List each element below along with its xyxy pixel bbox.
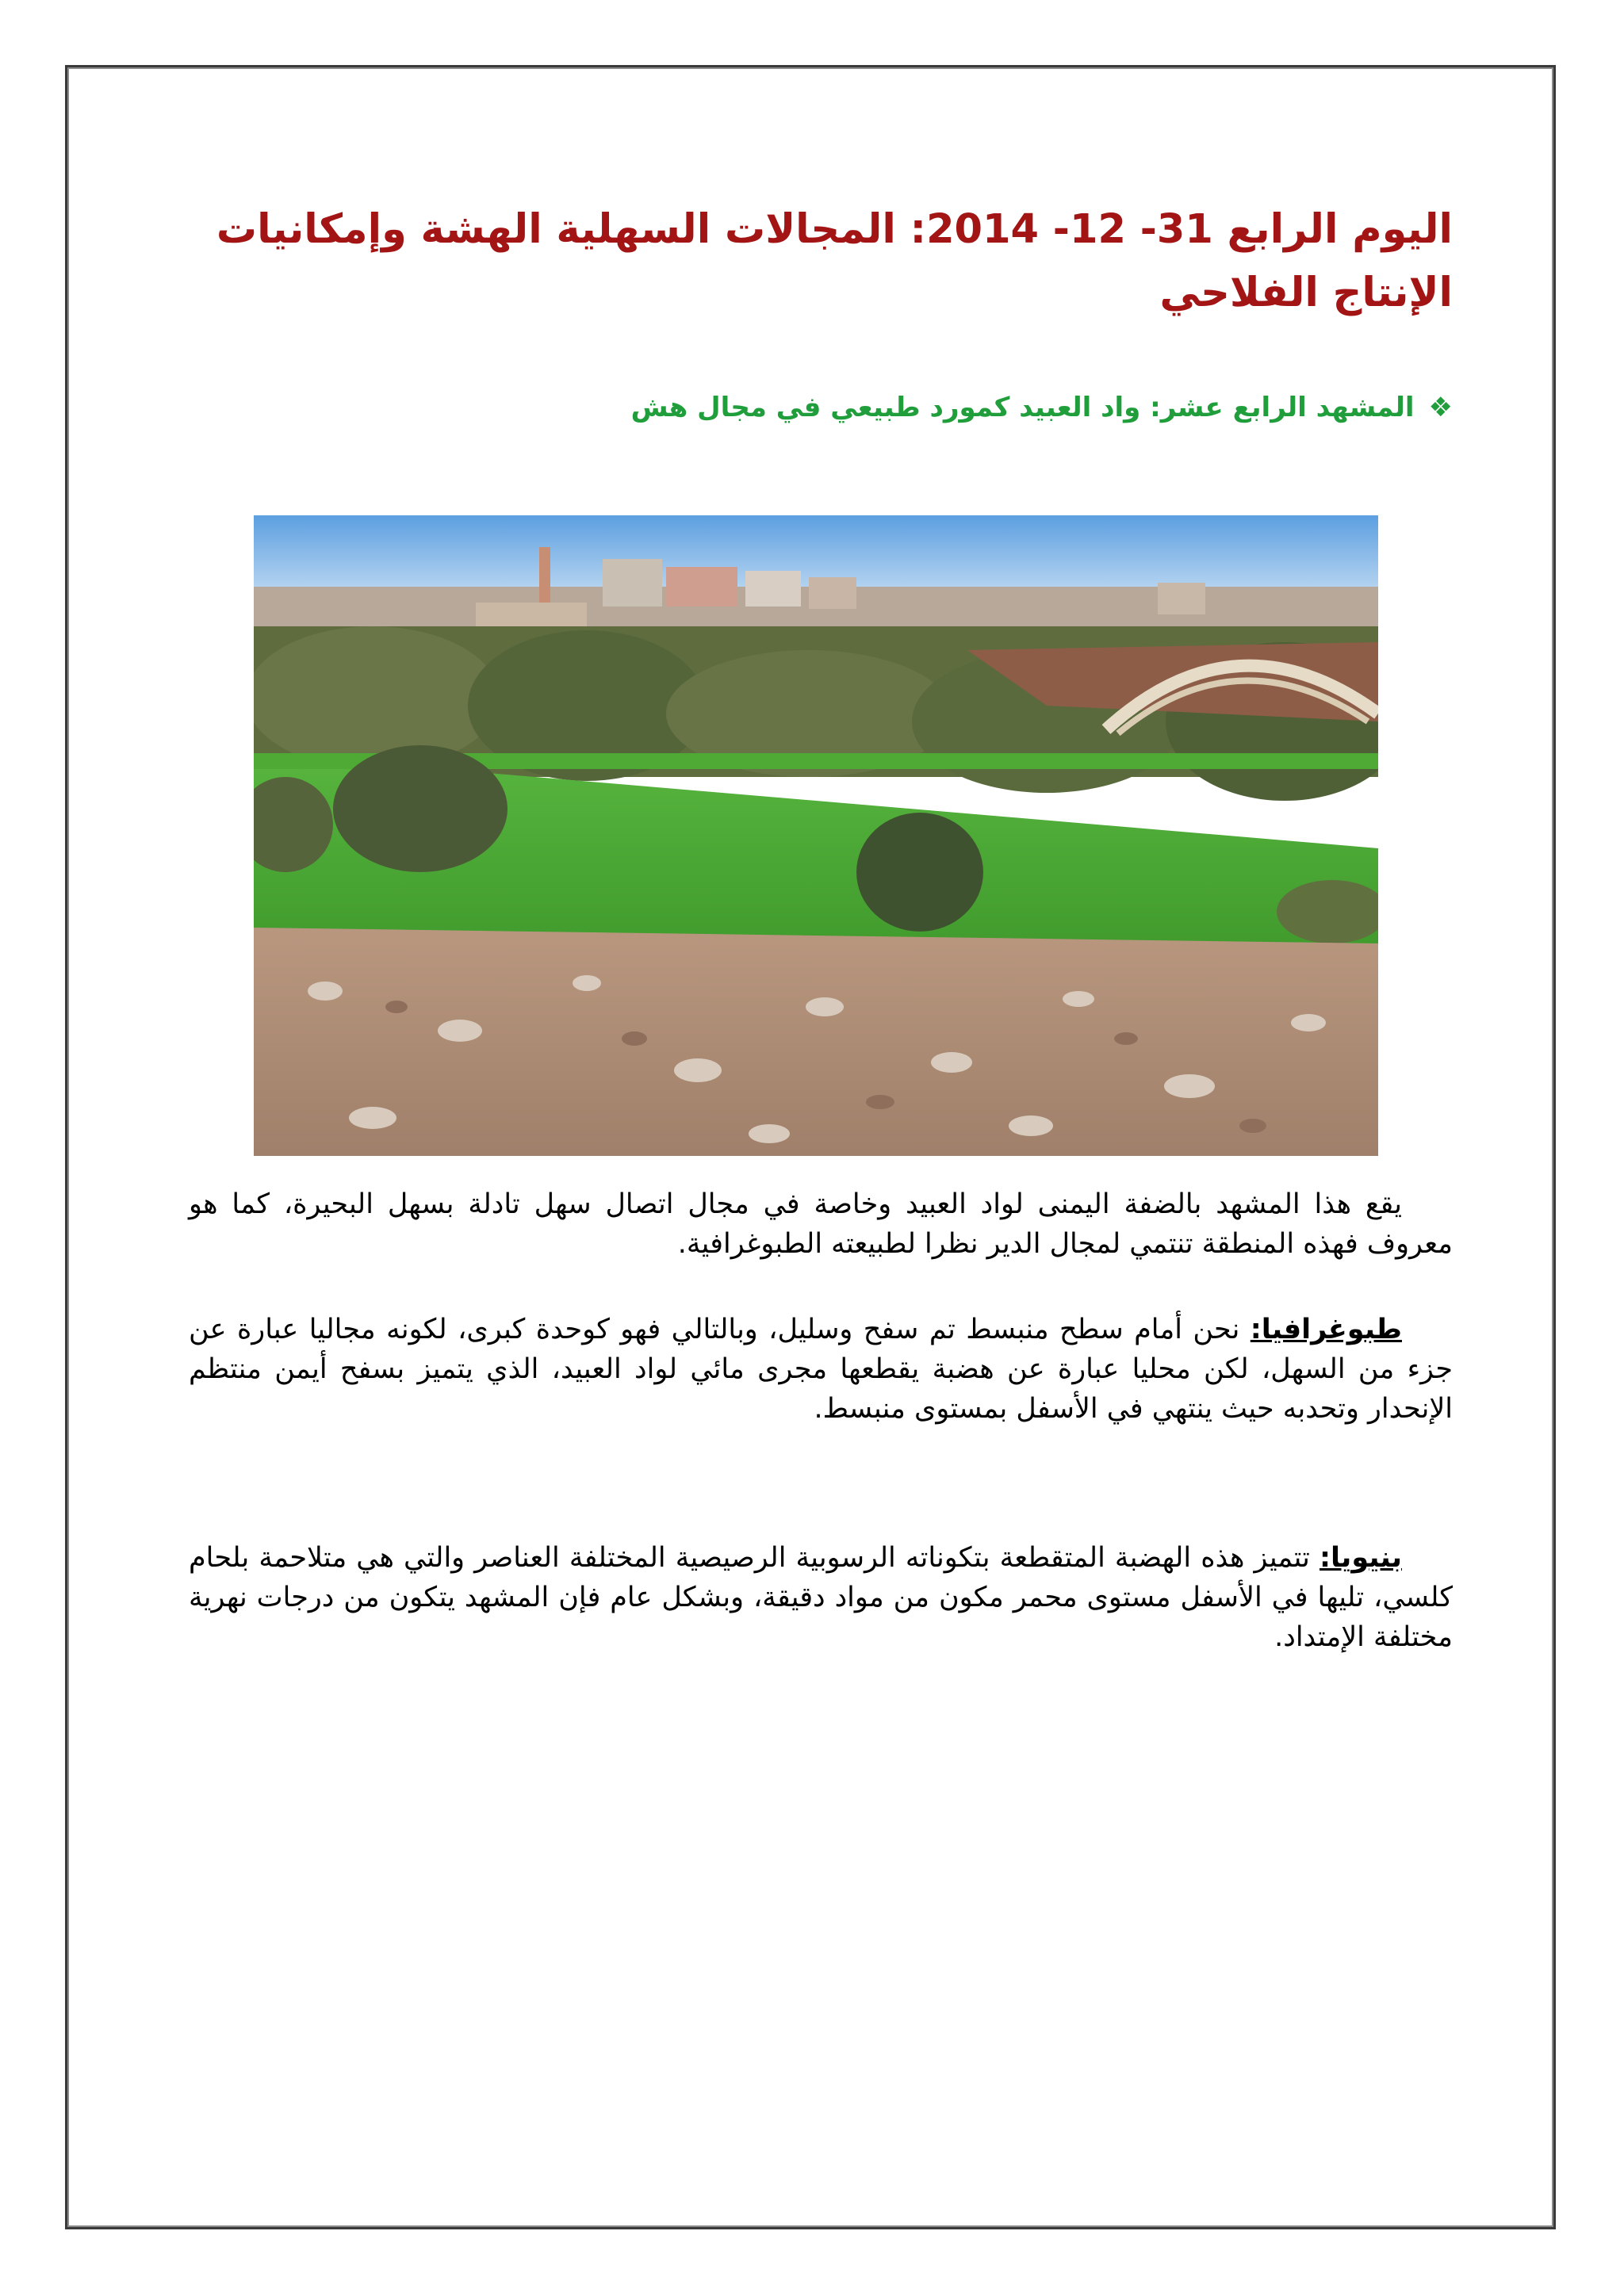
paragraph-topography-text: نحن أمام سطح منبسط تم سفح وسليل، وبالتالي فهو كوحدة كبرى، لكونه مجاليا عبارة عن جزء من السهل، لكن محليا عبارة عن هضبة يقطعها مجرى مائي لواد العبيد، الذي يتميز بسفح أيمن منتظم الإنحدار وتحدبه حيث ينتهي في الأسفل بمستوى منبسط. <box>189 1314 1453 1425</box>
paragraph-structure-lead: بنيويا: <box>1320 1542 1402 1574</box>
paragraph-intro-text: يقع هذا المشهد بالضفة اليمنى لواد العبيد وخاصة في مجال اتصال سهل تادلة بسهل البحيرة، كما هو معروف فهذه المنطقة تنتمي لمجال الدير نظرا لطبيعته الطبوغرافية. <box>189 1188 1453 1260</box>
paragraph-topography-lead: طبوغرافيا: <box>1250 1314 1402 1345</box>
diamond-bullet-icon: ❖ <box>1428 392 1453 423</box>
paragraph-intro <box>189 1184 1453 1264</box>
paragraph-structure <box>189 1538 1453 1657</box>
scene-subtitle-text: المشهد الرابع عشر: واد العبيد كمورد طبيعي في مجال هش <box>630 392 1415 423</box>
scene-subtitle <box>168 385 1453 430</box>
paragraph-topography <box>189 1310 1453 1429</box>
page-title: اليوم الرابع 31- 12- 2014: المجالات السهلية الهشة وإمكانيات الإنتاج الفلاحي <box>216 206 1453 316</box>
paragraph-structure-text: تتميز هذه الهضبة المتقطعة بتكوناته الرسوبية الرصيصية المختلفة العناصر والتي هي متلاحمة بلحام كلسي، تليها في الأسفل مستوى محمر مكون من مواد دقيقة، وبشكل عام فإن المشهد يتكون من درجات نهرية مختلفة الإمتداد. <box>189 1542 1453 1653</box>
landscape-photo <box>254 515 1378 1156</box>
